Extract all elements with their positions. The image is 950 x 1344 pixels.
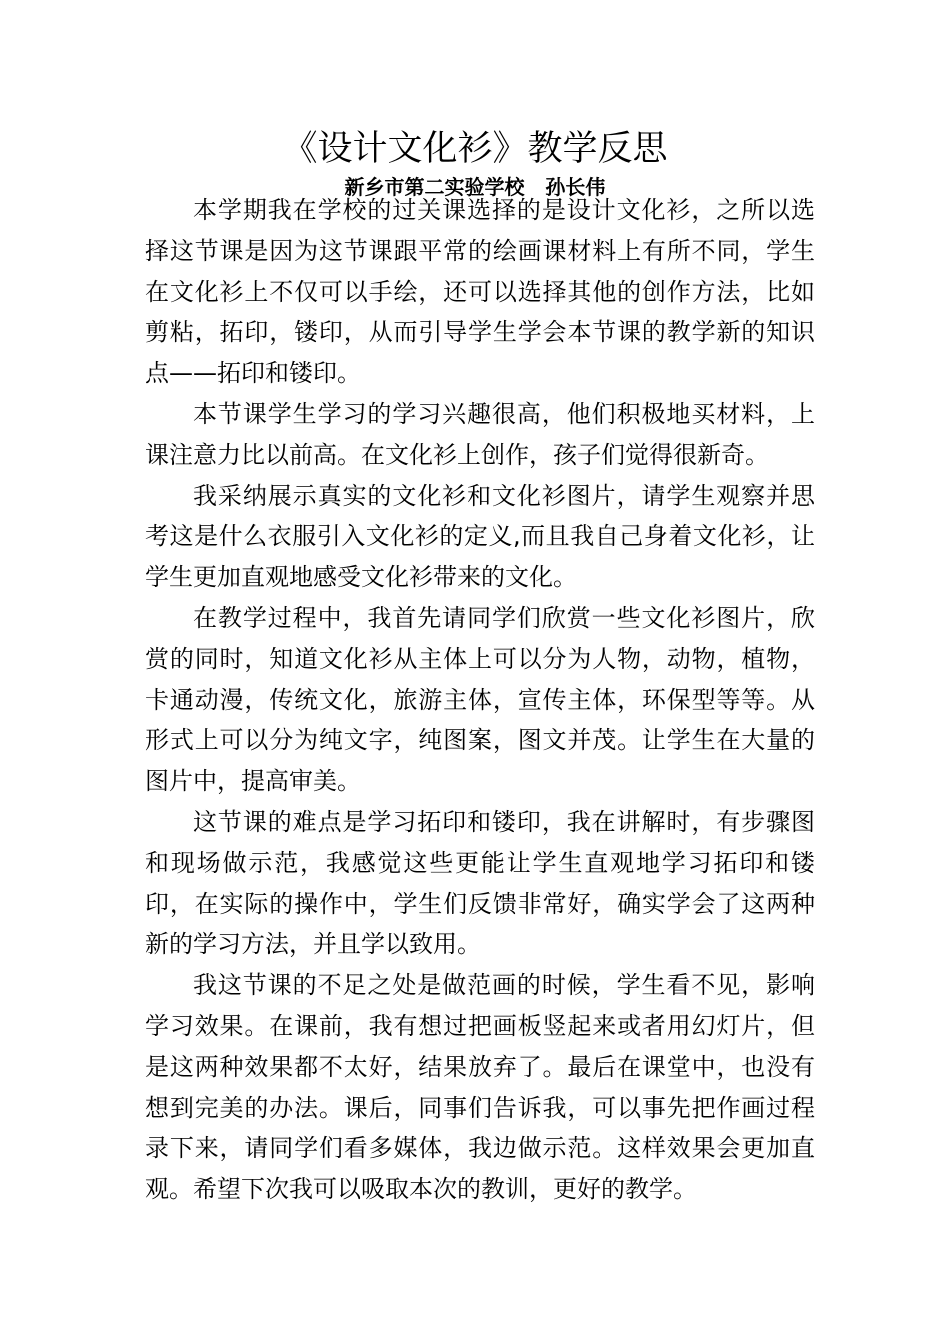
paragraph-5: 这节课的难点是学习拓印和镂印，我在讲解时，有步骤图和现场做示范，我感觉这些更能让学生直观地学习拓印和镂印，在实际的操作中，学生们反馈非常好，确实学会了这两种新的学习方法，并且学以致用。	[145, 807, 815, 959]
paragraph-4: 在教学过程中，我首先请同学们欣赏一些文化衫图片，欣赏的同时，知道文化衫从主体上可以分为人物，动物，植物，卡通动漫，传统文化，旅游主体，宣传主体，环保型等等。从形式上可以分为纯文字，纯图案，图文并茂。让学生在大量的图片中，提高审美。	[145, 603, 815, 796]
author-line: 新乡市第二实验学校 孙长伟	[344, 175, 606, 199]
paragraph-1: 本学期我在学校的过关课选择的是设计文化衫，之所以选择这节课是因为这节课跟平常的绘画课材料上有所不同，学生在文化衫上不仅可以手绘，还可以选择其他的创作方法，比如剪粘，拓印，镂印，从而引导学生学会本节课的教学新的知识点——拓印和镂印。	[145, 196, 815, 388]
document-body	[145, 190, 815, 1210]
paragraph-2: 本节课学生学习的学习兴趣很高，他们积极地买材料，上课注意力比以前高。在文化衫上创作，孩子们觉得很新奇。	[145, 399, 815, 469]
paragraph-6: 我这节课的不足之处是做范画的时候，学生看不见，影响学习效果。在课前，我有想过把画板竖起来或者用幻灯片，但是这两种效果都不太好，结果放弃了。最后在课堂中，也没有想到完美的办法。课后，同事们告诉我，可以事先把作画过程录下来，请同学们看多媒体，我边做示范。这样效果会更加直观。希望下次我可以吸取本次的教训，更好的教学。	[145, 971, 815, 1204]
paragraph-3: 我采纳展示真实的文化衫和文化衫图片，请学生观察并思考这是什么衣服引入文化衫的定义,而且我自己身着文化衫，让学生更加直观地感受文化衫带来的文化。	[145, 481, 815, 592]
document-title: 《设计文化衫》教学反思	[282, 129, 668, 169]
